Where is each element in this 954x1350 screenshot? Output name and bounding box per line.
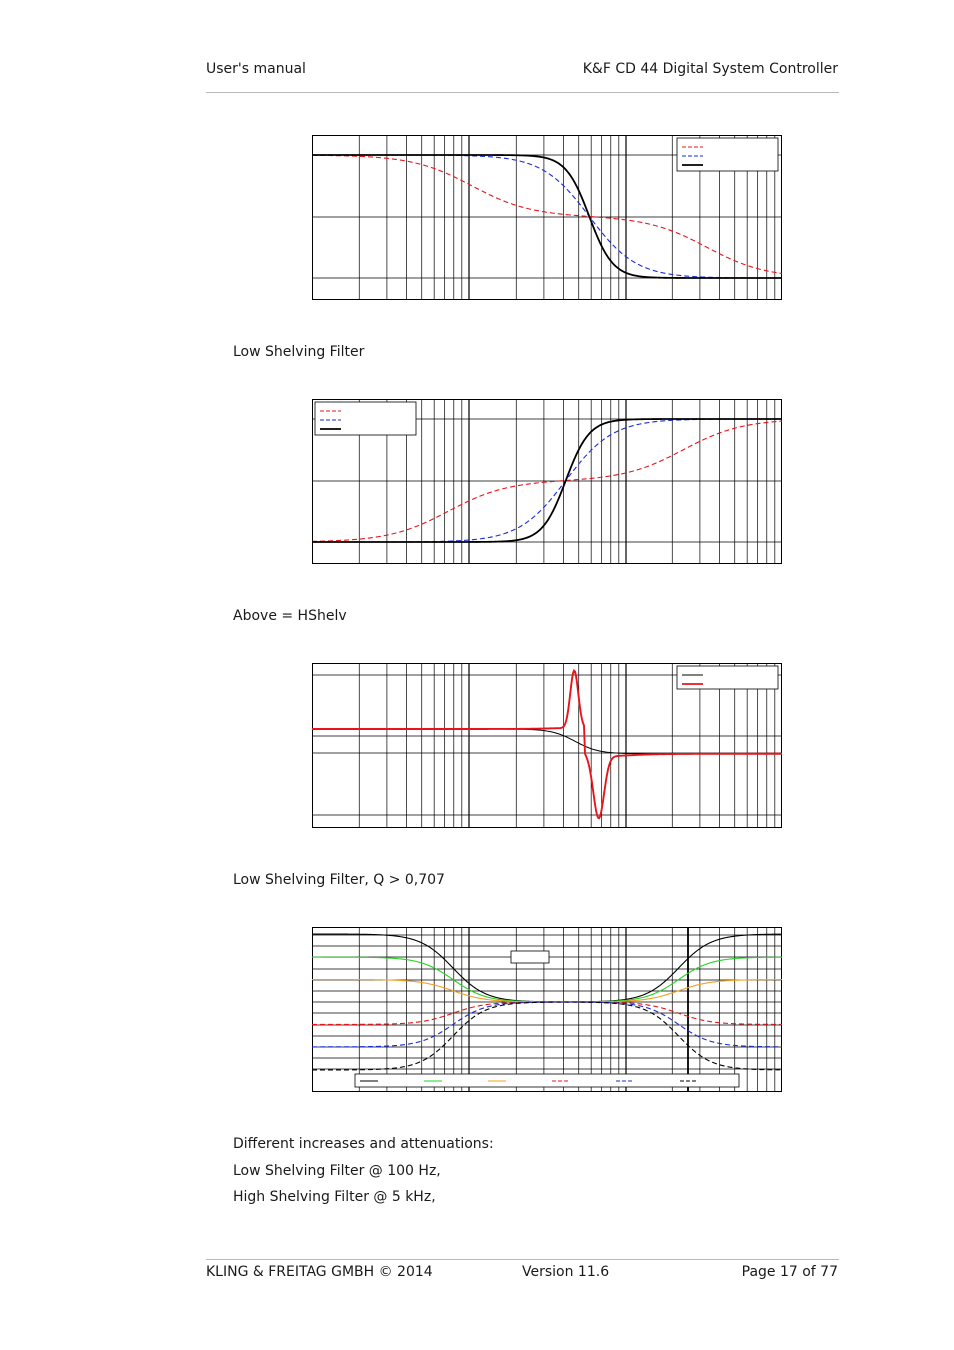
header-divider bbox=[206, 92, 839, 93]
chart-gain-variations-plot bbox=[312, 927, 782, 1092]
caption-low-shelving-q: Low Shelving Filter, Q > 0,707 bbox=[233, 872, 445, 888]
chart-gain-variations bbox=[312, 927, 782, 1092]
legend-box bbox=[315, 402, 416, 435]
footer-copyright: KLING & FREITAG GMBH © 2014 bbox=[206, 1264, 433, 1280]
annotation-box bbox=[511, 951, 549, 963]
legend-box bbox=[677, 138, 778, 171]
footer-version: Version 11.6 bbox=[522, 1264, 610, 1280]
chart-high-shelving bbox=[312, 399, 782, 564]
chart-low-shelving-resonant-plot bbox=[312, 663, 782, 828]
header-title-left: User's manual bbox=[206, 61, 306, 77]
chart-low-shelving-resonant bbox=[312, 663, 782, 828]
legend-box bbox=[677, 666, 778, 689]
caption-gain-intro: Different increases and attenuations: bbox=[233, 1136, 494, 1152]
caption-high-shelf-5khz: High Shelving Filter @ 5 kHz, bbox=[233, 1189, 436, 1205]
chart-low-shelving-q bbox=[312, 135, 782, 300]
caption-hshelv: Above = HShelv bbox=[233, 608, 347, 624]
chart-high-shelving-plot bbox=[312, 399, 782, 564]
footer-divider bbox=[206, 1259, 839, 1260]
caption-low-shelf-100hz: Low Shelving Filter @ 100 Hz, bbox=[233, 1163, 441, 1179]
header-title-right: K&F CD 44 Digital System Controller bbox=[582, 61, 838, 77]
caption-low-shelving: Low Shelving Filter bbox=[233, 344, 365, 360]
footer-page-number: Page 17 of 77 bbox=[741, 1264, 838, 1280]
chart-low-shelving-q-plot bbox=[312, 135, 782, 300]
